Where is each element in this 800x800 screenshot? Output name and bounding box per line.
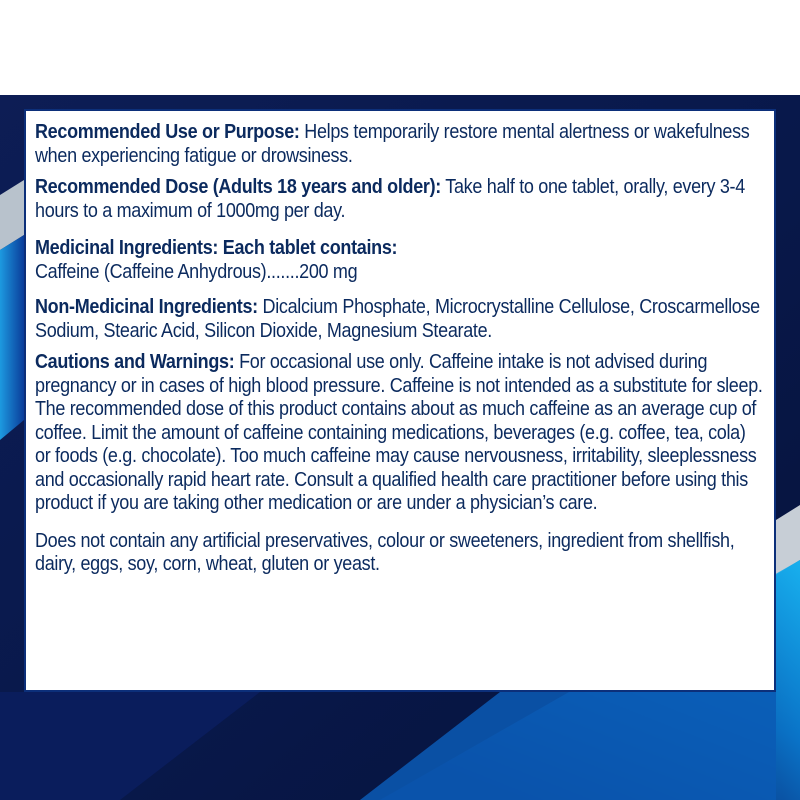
disclaimer-section [35, 530, 764, 577]
cautions-heading: Cautions and Warnings: [35, 351, 235, 373]
dose-section [35, 176, 764, 223]
medicinal-item: Caffeine (Caffeine Anhydrous).......200 mg [35, 260, 358, 283]
medicinal-section [35, 237, 764, 284]
cautions-text: For occasional use only. Caffeine intake is not advised during pregnancy or in cases of high blood pressure. Caffeine is not intended as a substitute for sleep. The recommended dose of this product contains about as much caffeine as an average cup of coffee. Limit the amount of caffeine containing medications, beverages (e.g. coffee, tea, cola) or foods (e.g. chocolate). Too much caffeine may cause nervousness, irritability, sleeplessness and occasionally rapid heart rate. Consult a qualified health care practitioner before using this product if you are taking other medication or are under a physician’s care. [35, 351, 763, 514]
purpose-section [35, 121, 764, 168]
non-medicinal-heading: Non-Medicinal Ingredients: [35, 296, 258, 318]
disclaimer-text: Does not contain any artificial preservatives, colour or sweeteners, ingredient from shellfish, dairy, eggs, soy, corn, wheat, gluten or yeast. [35, 529, 735, 575]
label-panel [24, 109, 776, 692]
purpose-heading: Recommended Use or Purpose: [35, 121, 300, 143]
purpose-text: Helps temporarily restore mental alertness or wakefulness when experiencing fatigue or drowsiness. [35, 121, 750, 167]
cautions-section [35, 351, 764, 516]
dose-heading: Recommended Dose (Adults 18 years and older): [35, 176, 441, 198]
medicinal-heading: Medicinal Ingredients: Each tablet contains: [35, 237, 398, 259]
dose-text: Take half to one tablet, orally, every 3-4 hours to a maximum of 1000mg per day. [35, 176, 745, 222]
non-medicinal-text: Dicalcium Phosphate, Microcrystalline Cellulose, Croscarmellose Sodium, Stearic Acid, Silicon Dioxide, Magnesium Stearate. [35, 296, 760, 342]
non-medicinal-section [35, 296, 764, 343]
